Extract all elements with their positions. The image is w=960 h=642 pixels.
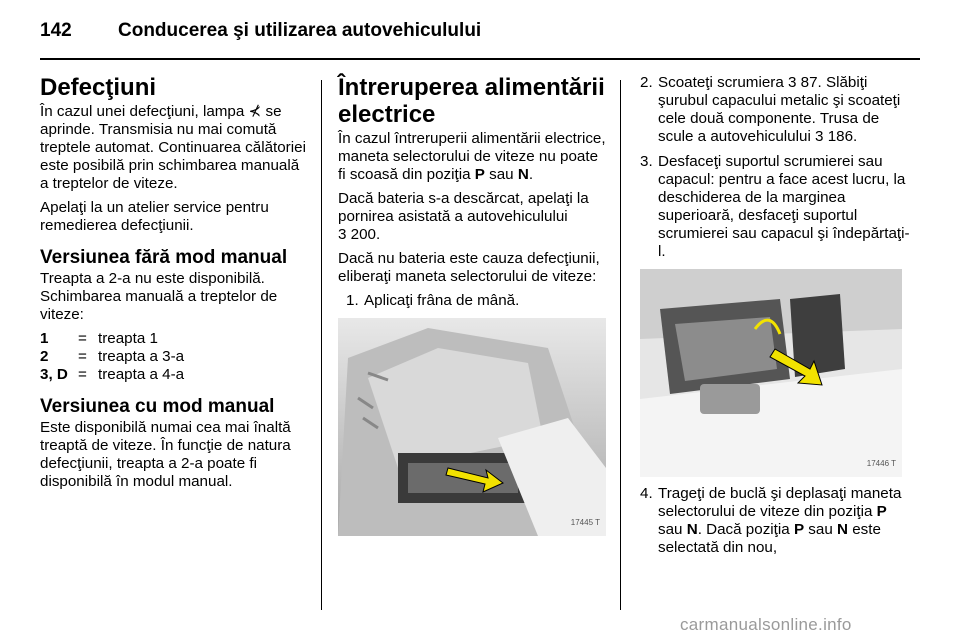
figure-code: 17445 T bbox=[570, 518, 600, 527]
release-paragraph: Dacă nu bateria este cauza defecţiunii, eliberaţi maneta selectorului de viteze: bbox=[338, 250, 600, 285]
figure-console bbox=[338, 318, 606, 536]
list-item: 2. Scoateţi scrumiera 3 87. Slăbiţi şurubul capacului metalic şi scoateţi cele două componente. Trusa de scule a autovehiculului 3 186. bbox=[640, 74, 901, 145]
list-item: 3. Desfaceţi suportul scrumierei sau capacul: pentru a face acest lucru, la deschiderea de la marginea superioară, desfaceţi suportul scrumierei sau capacul şi îndepărtaţi-l. bbox=[640, 153, 910, 260]
page-title: Conducerea şi utilizarea autovehiculului bbox=[118, 20, 482, 41]
gear-key: 1 bbox=[40, 330, 49, 347]
figure-ashtray bbox=[640, 269, 902, 477]
gear-key: 2 bbox=[40, 348, 49, 365]
column-faults bbox=[40, 74, 308, 497]
workshop-paragraph: Apelaţi la un atelier service pentru remedierea defecţiunii. bbox=[40, 199, 269, 234]
column-divider bbox=[620, 80, 621, 610]
steps-list bbox=[338, 292, 606, 310]
figure-code: 17446 T bbox=[866, 459, 896, 468]
ashtray-illustration bbox=[640, 269, 902, 477]
gear-eq: = bbox=[78, 366, 87, 383]
heading-faults: Defecţiuni bbox=[40, 74, 157, 101]
gear-value: treapta a 4-a bbox=[98, 366, 185, 383]
with-manual-paragraph: Este disponibilă numai cea mai înaltă treaptă de viteze. În funcţie de natura defecţiunii, treapta a 2-a poate fi disponibilă în modul manual. bbox=[40, 419, 291, 490]
console-illustration bbox=[338, 318, 606, 536]
gear-value: treapta a 3-a bbox=[98, 348, 185, 365]
list-item: 1. Aplicaţi frâna de mână. bbox=[346, 292, 520, 309]
gear-eq: = bbox=[78, 330, 87, 347]
column-steps bbox=[640, 74, 915, 564]
power-paragraph: În cazul întreruperii alimentării electrice, maneta selectorului de viteze nu poate fi scoasă din poziţia P sau N. bbox=[338, 130, 606, 183]
gear-value: treapta 1 bbox=[98, 330, 158, 347]
list-item: 4. Trageţi de buclă şi deplasaţi maneta selectorului de viteze din poziţia P sau N. Dacă poziţia P sau N este selectată din nou, bbox=[640, 485, 902, 556]
heading-with-manual: Versiunea cu mod manual bbox=[40, 396, 275, 417]
column-divider bbox=[321, 80, 322, 610]
page-number: 142 bbox=[40, 20, 72, 41]
without-manual-paragraph: Treapta a 2-a nu este disponibilă. Schimbarea manuală a treptelor de viteze: bbox=[40, 270, 278, 323]
page-reference: 3 200. bbox=[338, 226, 381, 243]
gear-key: 3, D bbox=[40, 366, 68, 383]
watermark: carmanualsonline.info bbox=[680, 615, 852, 634]
faults-paragraph: În cazul unei defecţiuni, lampa ⊀ se aprinde. Transmisia nu mai comută treptele automat. Continuarea călătoriei este posibilă prin schimbarea manuală a treptelor de viteze. bbox=[40, 103, 306, 192]
heading-without-manual: Versiunea fără mod manual bbox=[40, 247, 288, 268]
steps-list bbox=[640, 74, 915, 261]
steps-list bbox=[640, 485, 915, 557]
battery-paragraph: Dacă bateria s-a descărcat, apelaţi la pornirea asistată a autovehiculului 3 200. bbox=[338, 190, 589, 243]
gear-table bbox=[40, 330, 308, 384]
gear-eq: = bbox=[78, 348, 87, 365]
heading-power-failure: Întreruperea alimentării electrice bbox=[338, 74, 605, 128]
header-rule bbox=[40, 58, 920, 60]
page-header bbox=[40, 14, 920, 54]
column-power-failure bbox=[338, 74, 606, 544]
